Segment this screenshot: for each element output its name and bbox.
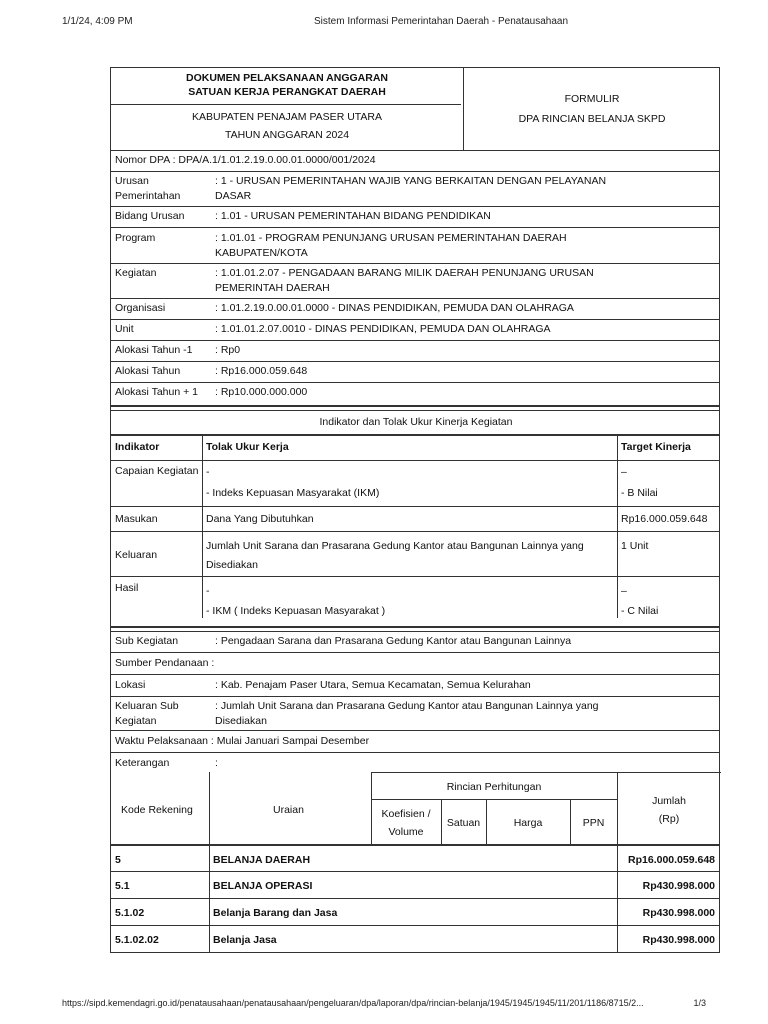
col-satuan: Satuan (446, 817, 481, 829)
table-row-kode: 5.1 (115, 880, 130, 892)
sub-label: Lokasi (115, 679, 146, 691)
table-row-jumlah: Rp430.998.000 (642, 934, 715, 946)
table-row-uraian: BELANJA OPERASI (213, 880, 313, 892)
col-ppn: PPN (582, 817, 605, 829)
table-row-jumlah: Rp16.000.059.648 (628, 854, 715, 866)
tolak-line: Dana Yang Dibutuhkan (206, 513, 314, 525)
tolak-line: Disediakan (206, 559, 258, 571)
table-row-kode: 5.1.02 (115, 907, 145, 919)
sub-value: : (215, 757, 218, 769)
info-value: : 1.01.01.2.07.0010 - DINAS PENDIDIKAN, PEMUDA DAN OLAHRAGA (215, 323, 551, 335)
col-rincian-perhitungan: Rincian Perhitungan (446, 781, 542, 793)
tolak-line: - IKM ( Indeks Kepuasan Masyarakat ) (206, 605, 386, 617)
doc-title-1: DOKUMEN PELAKSANAAN ANGGARAN (185, 72, 389, 84)
col-koefisien: Koefisien / (381, 808, 431, 820)
sub-label: Sub Kegiatan (115, 635, 179, 647)
browser-header (62, 16, 706, 30)
target-line: - C Nilai (621, 605, 659, 617)
table-row-indikator: Keluaran (115, 549, 158, 561)
nomor-dpa: Nomor DPA : DPA/A.1/1.01.2.19.0.00.01.0000/001/2024 (115, 154, 376, 166)
info-value: : Rp16.000.059.648 (215, 365, 308, 377)
tolak-line: - Indeks Kepuasan Masyarakat (IKM) (206, 487, 380, 499)
formulir-label: FORMULIR (564, 93, 620, 105)
sub-label: Sumber Pendanaan : (115, 657, 215, 669)
info-label: Urusan Pemerintahan (115, 175, 181, 202)
info-label: Bidang Urusan (115, 210, 185, 222)
table-row-kode: 5 (115, 854, 121, 866)
info-label: Kegiatan (115, 267, 157, 279)
col-harga: Harga (513, 817, 543, 829)
col-indikator: Indikator (115, 441, 160, 453)
target-line: – (621, 466, 627, 478)
col-jumlah-unit: (Rp) (658, 813, 680, 825)
info-value: : 1.01.2.19.0.00.01.0000 - DINAS PENDIDIKAN, PEMUDA DAN OLAHRAGA (215, 302, 574, 314)
info-value: : 1.01.01.2.07 - PENGADAAN BARANG MILIK DAERAH PENUNJANG URUSAN PEMERINTAH DAERAH (215, 267, 594, 294)
page-title: Sistem Informasi Pemerintahan Daerah - Penatausahaan (314, 16, 569, 27)
table-row-uraian: Belanja Jasa (213, 934, 277, 946)
info-label: Program (115, 232, 156, 244)
page-url[interactable]: https://sipd.kemendagri.go.id/penatausahaan/penatausahaan/pengeluaran/dpa/laporan/dpa/rincian-belanja/1945/1945/1945/11/201/1186/8715/2... (62, 998, 644, 1008)
sub-label: Keterangan (115, 757, 170, 769)
info-label: Unit (115, 323, 134, 335)
info-label: Alokasi Tahun (115, 365, 181, 377)
sub-label: Keluaran Sub Kegiatan (115, 700, 179, 727)
target-line: 1 Unit (621, 540, 649, 552)
table-row-indikator: Hasil (115, 582, 139, 594)
col-kode-rekening: Kode Rekening (121, 804, 193, 816)
table-row-jumlah: Rp430.998.000 (642, 907, 715, 919)
target-line: Rp16.000.059.648 (621, 513, 708, 525)
sub-value: : Jumlah Unit Sarana dan Prasarana Gedung Kantor atau Bangunan Lainnya yang Disediakan (215, 700, 599, 727)
tolak-line: Jumlah Unit Sarana dan Prasarana Gedung Kantor atau Bangunan Lainnya yang (206, 540, 584, 552)
target-line: - B Nilai (621, 487, 658, 499)
dpa-document (110, 67, 720, 953)
sub-value: : Pengadaan Sarana dan Prasarana Gedung Kantor atau Bangunan Lainnya (215, 635, 572, 647)
col-volume: Volume (388, 826, 424, 838)
table-row-uraian: Belanja Barang dan Jasa (213, 907, 338, 919)
doc-title-2: SATUAN KERJA PERANGKAT DAERAH (188, 86, 386, 98)
tahun-anggaran: TAHUN ANGGARAN 2024 (224, 129, 350, 141)
print-datetime: 1/1/24, 4:09 PM (62, 16, 133, 27)
info-value: : 1.01 - URUSAN PEMERINTAHAN BIDANG PENDIDIKAN (215, 210, 491, 222)
page-number: 1/3 (693, 998, 706, 1008)
col-jumlah: Jumlah (652, 795, 686, 807)
table-row-jumlah: Rp430.998.000 (642, 880, 715, 892)
table-row-kode: 5.1.02.02 (115, 934, 159, 946)
col-tolak-ukur: Tolak Ukur Kerja (206, 441, 289, 453)
col-target: Target Kinerja (621, 441, 691, 453)
indikator-title: Indikator dan Tolak Ukur Kinerja Kegiatan (319, 416, 513, 428)
info-value: : Rp10.000.000.000 (215, 386, 308, 398)
sub-label: Waktu Pelaksanaan : Mulai Januari Sampai Desember (115, 735, 370, 747)
table-row-uraian: BELANJA DAERAH (213, 854, 311, 866)
info-label: Organisasi (115, 302, 166, 314)
sub-value: : Kab. Penajam Paser Utara, Semua Kecamatan, Semua Kelurahan (215, 679, 531, 691)
form-name: DPA RINCIAN BELANJA SKPD (518, 113, 666, 125)
info-value: : 1.01.01 - PROGRAM PENUNJANG URUSAN PEMERINTAHAN DAERAH KABUPATEN/KOTA (215, 232, 567, 259)
info-label: Alokasi Tahun -1 (115, 344, 193, 356)
table-row-indikator: Masukan (115, 513, 158, 525)
browser-footer (62, 998, 706, 1012)
col-uraian: Uraian (273, 804, 304, 816)
info-value: : Rp0 (215, 344, 241, 356)
target-line: – (621, 585, 627, 597)
info-value: : 1 - URUSAN PEMERINTAHAN WAJIB YANG BERKAITAN DENGAN PELAYANAN DASAR (215, 175, 607, 202)
info-label: Alokasi Tahun + 1 (115, 386, 198, 398)
tolak-line: - (206, 585, 210, 597)
table-row-indikator: Capaian Kegiatan (115, 465, 199, 477)
tolak-line: - (206, 466, 210, 478)
kabupaten-name: KABUPATEN PENAJAM PASER UTARA (191, 111, 382, 123)
